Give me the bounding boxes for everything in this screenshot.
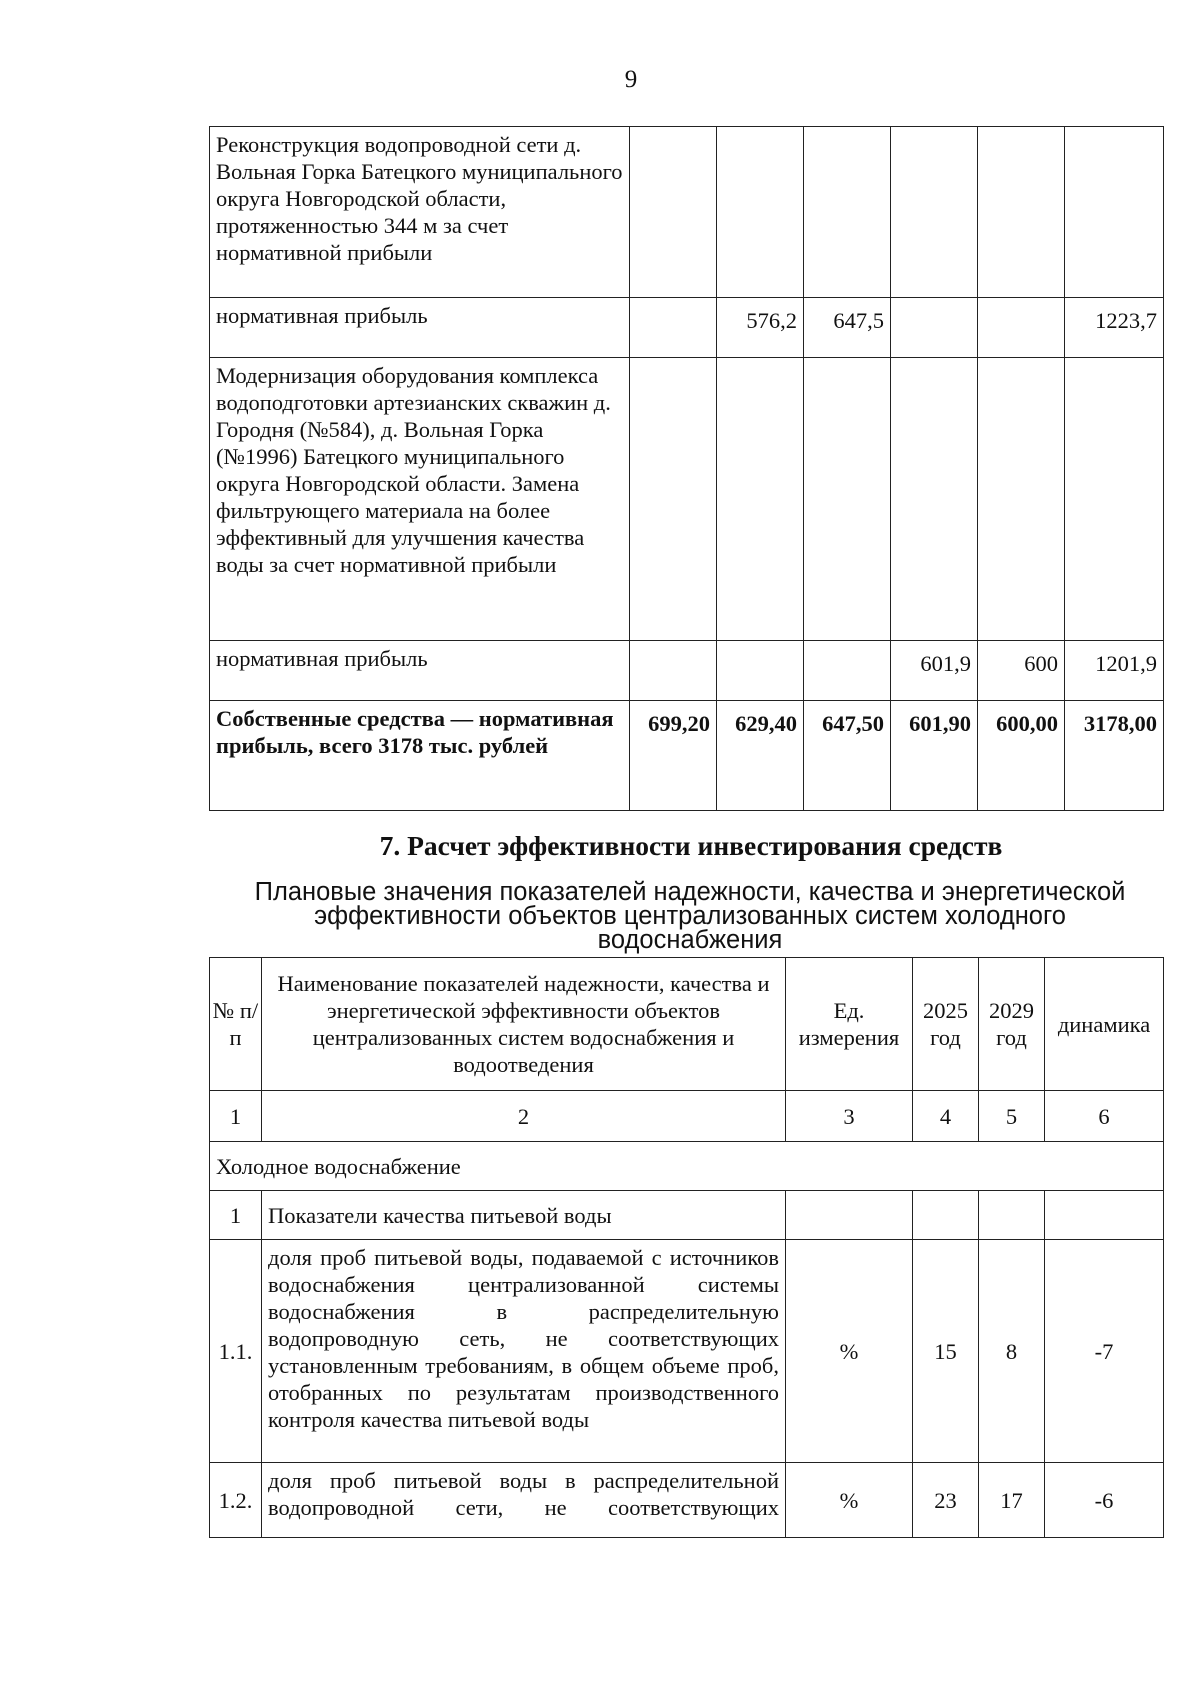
table-row [210,127,1164,298]
column-number: 1 [210,1091,262,1142]
table-row [210,641,1164,701]
table-row [210,298,1164,358]
column-number: 6 [1045,1091,1164,1142]
row-label: Реконструкция водопроводной сети д. Вольная Горка Батецкого муниципального округа Новгородской области, протяженностью 344 м за счет нормативной прибыли [210,127,630,298]
section-title: 7. Расчет эффективности инвестирования средств [379,830,1003,861]
item-unit: % [786,1240,913,1463]
section-label: Холодное водоснабжение [210,1142,1164,1191]
group-row [210,1191,1164,1240]
cell-value: 1201,9 [1065,641,1164,701]
cell-value: 576,2 [717,298,804,358]
cell-value [717,127,804,298]
header-name: Наименование показателей надежности, качества и энергетической эффективности объектов централизованных систем водоснабжения и водоотведения [262,958,786,1091]
cell-value: 600 [978,641,1065,701]
header-num: № п/п [210,958,262,1091]
cell-value: 699,20 [630,701,717,811]
header-unit: Ед. измерения [786,958,913,1091]
table-row-total [210,701,1164,811]
cell-value [1065,127,1164,298]
table-row [210,1463,1164,1538]
item-2025: 23 [913,1463,979,1538]
cell-value [630,298,717,358]
cell-value [978,127,1065,298]
empty-cell [1045,1191,1164,1240]
group-num: 1 [210,1191,262,1240]
item-dynamics: -6 [1045,1463,1164,1538]
cell-value [804,641,891,701]
column-number: 4 [913,1091,979,1142]
table-row [210,1240,1164,1463]
cell-value [717,358,804,641]
cell-value: 629,40 [717,701,804,811]
cell-value [717,641,804,701]
item-unit: % [786,1463,913,1538]
item-num: 1.2. [210,1463,262,1538]
item-name: доля проб питьевой воды в распределительной водопроводной сети, не соответствующих [262,1463,786,1538]
cell-value [978,298,1065,358]
cell-value: 647,5 [804,298,891,358]
cell-value [891,298,978,358]
page-number: 9 [624,66,638,93]
empty-cell [786,1191,913,1240]
table-row [210,358,1164,641]
cell-value [630,641,717,701]
row-label: нормативная прибыль [210,298,630,358]
cell-value: 601,9 [891,641,978,701]
row-label: нормативная прибыль [210,641,630,701]
group-name: Показатели качества питьевой воды [262,1191,786,1240]
cell-value [804,127,891,298]
row-label: Модернизация оборудования комплекса водоподготовки артезианских скважин д. Городня (№584), д. Вольная Горка (№1996) Батецкого муниципального округа Новгородской области. Замена фильтрующего материала на более эффективный для улучшения качества воды за счет нормативной прибыли [210,358,630,641]
cell-value: 1223,7 [1065,298,1164,358]
cell-value [891,127,978,298]
column-number-row [210,1091,1164,1142]
plan-heading: Плановые значения показателей надежности, качества и энергетической эффективности объектов централизованных систем холодного водоснабжения [254,878,1126,954]
header-2025: 2025 год [913,958,979,1091]
cell-value: 647,50 [804,701,891,811]
header-2029: 2029 год [979,958,1045,1091]
cell-value: 601,90 [891,701,978,811]
column-number: 2 [262,1091,786,1142]
empty-cell [913,1191,979,1240]
header-row [210,958,1164,1091]
header-dynamics: динамика [1045,958,1164,1091]
cell-value [804,358,891,641]
cell-value: 600,00 [978,701,1065,811]
column-number: 3 [786,1091,913,1142]
empty-cell [979,1191,1045,1240]
cell-value [978,358,1065,641]
row-label: Собственные средства — нормативная прибыль, всего 3178 тыс. рублей [210,701,630,811]
item-2025: 15 [913,1240,979,1463]
cell-value: 3178,00 [1065,701,1164,811]
item-2029: 17 [979,1463,1045,1538]
item-2029: 8 [979,1240,1045,1463]
item-name: доля проб питьевой воды, подаваемой с источников водоснабжения централизованной системы водоснабжения в распределительную водопроводную сеть, не соответствующих установленным требованиям, в общем объеме проб, отобранных по результатам производственного контроля качества питьевой воды [262,1240,786,1463]
item-num: 1.1. [210,1240,262,1463]
cell-value [630,358,717,641]
budget-table [209,126,1164,811]
item-dynamics: -7 [1045,1240,1164,1463]
column-number: 5 [979,1091,1045,1142]
cell-value [1065,358,1164,641]
section-row [210,1142,1164,1191]
cell-value [891,358,978,641]
cell-value [630,127,717,298]
indicators-table [209,957,1164,1538]
